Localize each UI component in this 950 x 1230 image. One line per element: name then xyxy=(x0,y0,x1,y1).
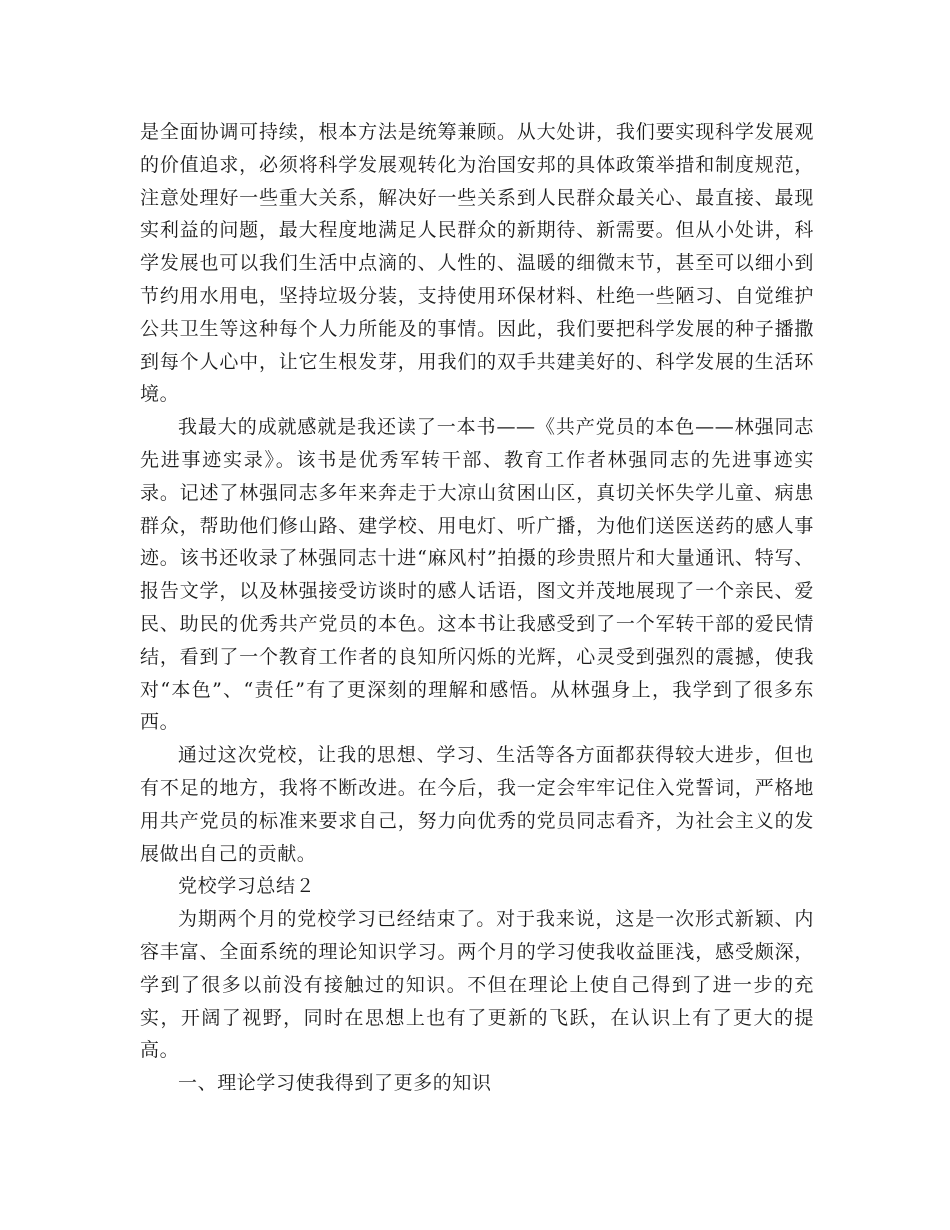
paragraph-intro: 为期两个月的党校学习已经结束了。对于我来说，这是一次形式新颖、内容丰富、全面系统的理论知识学习。两个月的学习使我收益匪浅，感受颇深，学到了很多以前没有接触过的知识。不但在理论上使自己得到了进一步的充实，开阔了视野，同时在思想上也有了更新的飞跃，在认识上有了更大的提高。 xyxy=(140,908,814,1062)
paragraph-conclusion: 通过这次党校，让我的思想、学习、生活等各方面都获得较大进步，但也有不足的地方，我将不断改进。在今后，我一定会牢牢记住入党誓词，严格地用共产党员的标准来要求自己，努力向优秀的党员同志看齐，为社会主义的发展做出自己的贡献。 xyxy=(140,744,814,865)
subsection-heading: 一、理论学习使我得到了更多的知识 xyxy=(178,1072,492,1095)
section-title: 党校学习总结２ xyxy=(178,875,316,898)
paragraph-book-reading: 我最大的成就感就是我还读了一本书——《共产党员的本色——林强同志先进事迹实录》。该书是优秀军转干部、教育工作者林强同志的先进事迹实录。记述了林强同志多年来奔走于大凉山贫困山区，真切关怀失学儿童、病患群众，帮助他们修山路、建学校、用电灯、听广播，为他们送医送药的感人事迹。该书还收录了林强同志十进“麻风村”拍摄的珍贵照片和大量通讯、特写、报告文学，以及林强接受访谈时的感人话语，图文并茂地展现了一个亲民、爱民、助民的优秀共产党员的本色。这本书让我感受到了一个军转干部的爱民情结，看到了一个教育工作者的良知所闪烁的光辉，心灵受到强烈的震撼，使我对“本色”、“责任”有了更深刻的理解和感悟。从林强身上，我学到了很多东西。 xyxy=(140,416,814,734)
paragraph-continuation: 是全面协调可持续，根本方法是统筹兼顾。从大处讲，我们要实现科学发展观的价值追求，必须将科学发展观转化为治国安邦的具体政策举措和制度规范，注意处理好一些重大关系，解决好一些关系到人民群众最关心、最直接、最现实利益的问题，最大程度地满足人民群众的新期待、新需要。但从小处讲，科学发展也可以我们生活中点滴的、人性的、温暖的细微末节，甚至可以细小到节约用水用电，坚持垃圾分装，支持使用环保材料、杜绝一些陋习、自觉维护公共卫生等这种每个人力所能及的事情。因此，我们要把科学发展的种子播撒到每个人心中，让它生根发芽，用我们的双手共建美好的、科学发展的生活环境。 xyxy=(140,121,814,406)
document-body xyxy=(140,116,814,1100)
